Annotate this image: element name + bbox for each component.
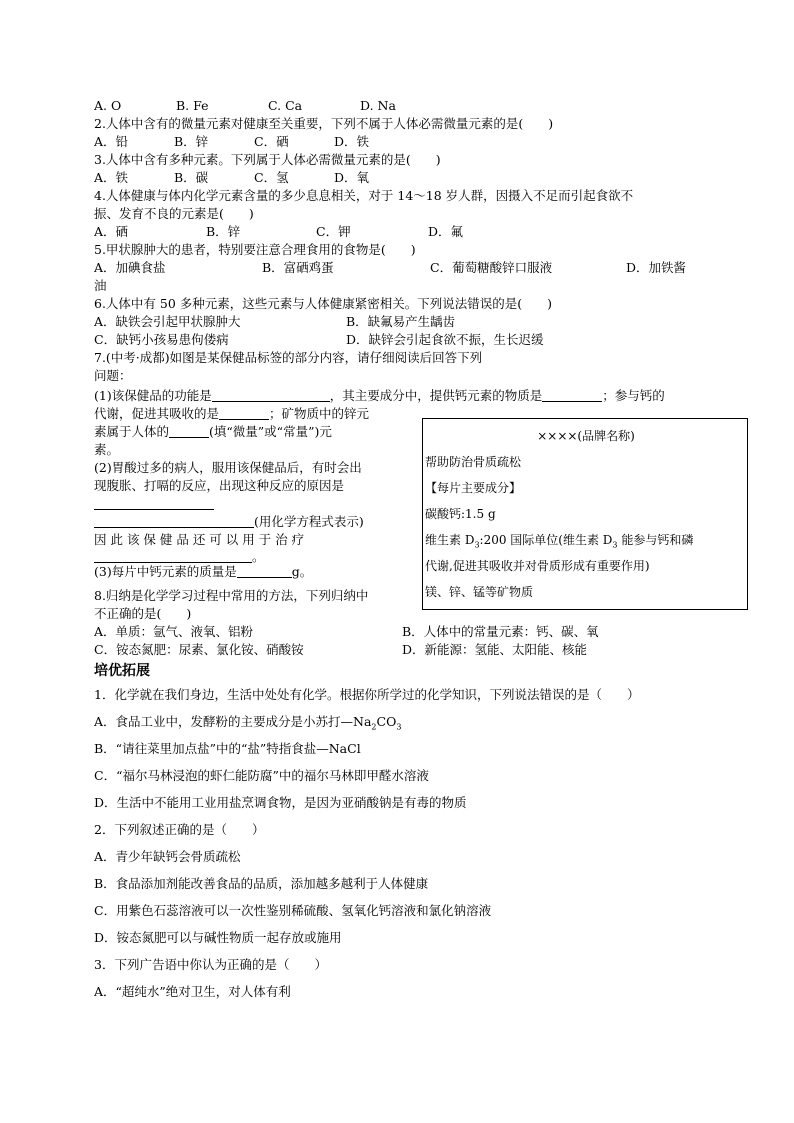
q8-stem-line1: 8.归纳是化学学习过程中常用的方法，下列归纳中 xyxy=(94,588,369,603)
q4-option-b: B．锌 xyxy=(206,224,241,239)
q6-option-a: A．缺铁会引起甲状腺肿大 xyxy=(94,314,241,329)
e1-option-a-text: A．食品工业中，发酵粉的主要成分是小苏打—Na xyxy=(94,714,372,729)
q7-p3a: (3)每片中钙元素的质量是 xyxy=(94,564,237,579)
q7-blank-function[interactable] xyxy=(212,388,330,402)
q7-blank-treatment[interactable] xyxy=(94,549,252,563)
label-brand: ××××(品牌名称) xyxy=(537,429,635,443)
q4-stem-line2: 振、发育不良的元素是( ) xyxy=(94,206,254,221)
e2-option-c: C．用紫色石蕊溶液可以一次性鉴别稀硫酸、氢氧化钙溶液和氯化钠溶液 xyxy=(94,903,492,918)
q8-option-d: D．新能源：氢能、太阳能、核能 xyxy=(402,642,588,657)
label-ingredients-heading: 【每片主要成分】 xyxy=(425,481,522,495)
q8-option-a: A．单质：氩气、液氧、铝粉 xyxy=(94,624,254,639)
q8-option-c: C．铵态氮肥：尿素、氯化铵、硝酸铵 xyxy=(94,642,304,657)
q6-options-row2 xyxy=(94,331,754,349)
label-function: 帮助防治骨质疏松 xyxy=(425,455,522,469)
q7-p1d: 代谢，促进其吸收的是 xyxy=(94,406,220,421)
q7-p2b: 现腹胀、打嗝的反应，出现这种反应的原因是 xyxy=(94,478,345,493)
q7-stem-line1: 7.(中考·成都)如图是某保健品标签的部分内容，请仔细阅读后回答下列 xyxy=(94,350,483,365)
q3-option-c: C．氢 xyxy=(254,170,289,185)
q5-option-c: C．葡萄糖酸锌口服液 xyxy=(430,260,553,275)
e1-option-a-sub2: 3 xyxy=(396,722,402,732)
q3-option-b: B．碳 xyxy=(174,170,209,185)
q1-option-b: B. Fe xyxy=(176,98,209,113)
q5-option-d-continued: 油 xyxy=(94,278,107,293)
q7-blank-calcium-mass[interactable] xyxy=(237,564,292,578)
e1-stem: 1．化学就在我们身边，生活中处处有化学。根据你所学过的化学知识，下列说法错误的是（ ） xyxy=(94,687,640,702)
q8-options-row2 xyxy=(94,641,754,659)
q7-part1-line1 xyxy=(94,387,754,405)
q7-p1c: ；参与钙的 xyxy=(602,388,665,403)
q6-stem: 6.人体中有 50 多种元素，这些元素与人体健康紧密相关。下列说法错误的是( ) xyxy=(94,296,553,311)
label-vd-sub1: 3 xyxy=(474,540,480,550)
q7-p1e: ；矿物质中的锌元 xyxy=(269,406,370,421)
q7-p2c: (用化学方程式表示) xyxy=(254,514,364,529)
q5-options xyxy=(94,259,754,277)
e1-option-a xyxy=(94,708,754,735)
q2-options xyxy=(94,133,754,151)
q8-option-b: B．人体中的常量元素：钙、碳、氧 xyxy=(402,624,599,639)
e2-option-a: A．青少年缺钙会骨质疏松 xyxy=(94,849,241,864)
q7-p2a: (2)胃酸过多的病人，服用该保健品后，有时会出 xyxy=(94,460,362,475)
q7-blank-trace-or-major[interactable] xyxy=(169,424,209,438)
q3-options xyxy=(94,169,754,187)
q7-p1h: 素。 xyxy=(94,442,120,457)
q5-option-b: B．富硒鸡蛋 xyxy=(262,260,334,275)
q7-blank-equation-1[interactable] xyxy=(94,496,214,510)
e1-option-c: C．“福尔马林浸泡的虾仁能防腐”中的福尔马林即甲醛水溶液 xyxy=(94,768,429,783)
supplement-label-box xyxy=(422,418,748,610)
q4-stem-line1: 4.人体健康与体内化学元素含量的多少息息相关，对于 14～18 岁人群，因摄入不足而引起食欲不 xyxy=(94,188,634,203)
q3-option-d: D．氧 xyxy=(334,170,370,185)
label-vd-text1: 维生素 D xyxy=(425,533,475,547)
label-minerals: 镁、锌、锰等矿物质 xyxy=(425,585,534,599)
label-vd-sub2: 3 xyxy=(612,540,618,550)
e1-option-b: B．“请往菜里加点盐”中的“盐”特指食盐—NaCl xyxy=(94,741,361,756)
q7-p1f: 素属于人体的 xyxy=(94,424,170,439)
q4-option-c: C．钾 xyxy=(316,224,351,239)
q7-blank-calcium-source[interactable] xyxy=(542,388,602,402)
label-calcium-carbonate: 碳酸钙:1.5 g xyxy=(425,507,496,521)
q2-option-c: C．硒 xyxy=(254,134,289,149)
label-vitamin-d xyxy=(423,527,747,553)
label-vd-text3: 能参与钙和磷 xyxy=(617,533,694,547)
q6-option-c: C．缺钙小孩易患佝偻病 xyxy=(94,332,229,347)
q4-option-d: D．氟 xyxy=(428,224,464,239)
q7-p1a: (1)该保健品的功能是 xyxy=(94,388,212,403)
label-vd-text2: :200 国际单位(维生素 D xyxy=(479,533,613,547)
q6-option-b: B．缺氟易产生龋齿 xyxy=(346,314,456,329)
q7-p2e: 。 xyxy=(252,549,265,564)
e3-option-a: A．“超纯水”绝对卫生，对人体有利 xyxy=(94,984,291,999)
q7-p2d: 因 此 该 保 健 品 还 可 以 用 于 治 疗 xyxy=(94,532,305,547)
q5-stem: 5.甲状腺肿大的患者，特别要注意合理食用的食物是( ) xyxy=(94,242,416,257)
e3-stem: 3．下列广告语中你认为正确的是（ ） xyxy=(94,957,327,972)
q8-options-row1 xyxy=(94,623,754,641)
q4-option-a: A．硒 xyxy=(94,224,129,239)
q3-option-a: A．铁 xyxy=(94,170,129,185)
e2-stem: 2．下列叙述正确的是（ ） xyxy=(94,822,265,837)
q5-option-d: D．加铁酱 xyxy=(626,260,687,275)
q7-p1b: ，其主要成分中，提供钙元素的物质是 xyxy=(329,388,543,403)
q1-option-a: A. O xyxy=(94,98,122,113)
q1-option-c: C. Ca xyxy=(268,98,303,113)
q7-p3b: g。 xyxy=(291,564,313,579)
e2-option-b: B．食品添加剂能改善食品的品质，添加越多越利于人体健康 xyxy=(94,876,429,891)
q8-stem-line2: 不正确的是( ) xyxy=(94,606,192,621)
e1-option-a-text2: CO xyxy=(376,714,397,729)
q7-stem-line2: 问题： xyxy=(94,368,132,383)
q2-option-b: B．锌 xyxy=(174,134,209,149)
q6-options-row1 xyxy=(94,313,754,331)
extension-questions xyxy=(94,681,754,1005)
section-title: 培优拓展 xyxy=(94,663,150,679)
q6-option-d: D．缺锌会引起食欲不振，生长迟缓 xyxy=(346,332,544,347)
e2-option-d: D．铵态氮肥可以与碱性物质一起存放或施用 xyxy=(94,930,342,945)
q2-option-d: D．铁 xyxy=(334,134,370,149)
q4-options xyxy=(94,223,754,241)
label-vitamin-d-desc: 代谢,促进其吸收并对骨质形成有重要作用) xyxy=(425,559,650,573)
q5-option-a: A．加碘食盐 xyxy=(94,260,166,275)
e1-option-d: D．生活中不能用工业用盐烹调食物，是因为亚硝酸钠是有毒的物质 xyxy=(94,795,467,810)
q1-option-d: D. Na xyxy=(360,98,396,113)
q7-p1g: (填“微量”或“常量”)元 xyxy=(209,424,332,439)
q3-stem: 3.人体中含有多种元素。下列属于人体必需微量元素的是( ) xyxy=(94,152,441,167)
q1-options xyxy=(94,97,754,115)
q2-option-a: A．铅 xyxy=(94,134,129,149)
q7-blank-equation-2[interactable] xyxy=(94,514,254,528)
q7-blank-absorption[interactable] xyxy=(219,406,269,420)
e1-option-a-sub1: 2 xyxy=(371,722,377,732)
q2-stem: 2.人体中含有的微量元素对健康至关重要，下列不属于人体必需微量元素的是( ) xyxy=(94,116,554,131)
